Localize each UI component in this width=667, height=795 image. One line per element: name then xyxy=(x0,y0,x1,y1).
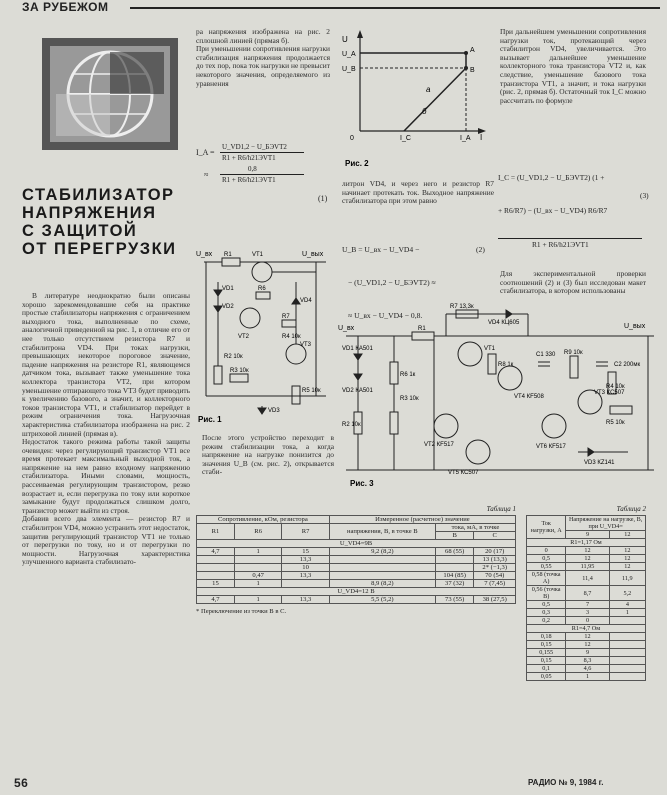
table-cell xyxy=(282,580,329,588)
axis-label-i: I xyxy=(480,133,483,142)
table-row xyxy=(527,601,646,609)
fig3-vt3: VT3 КС507 xyxy=(594,390,625,396)
axis-label-u: U xyxy=(342,35,348,44)
fig3-vd4: VD4 КЦ605 xyxy=(488,320,520,326)
table-cell: 0,15 xyxy=(527,657,566,665)
label-ic: I_C xyxy=(400,135,411,142)
table-cell: 15 xyxy=(282,548,329,556)
table-cell xyxy=(609,617,645,625)
figure-2-caption: Рис. 2 xyxy=(345,159,369,168)
table-row xyxy=(527,665,646,673)
formula-1-lhs: I_A = xyxy=(196,148,217,157)
page-number: 56 xyxy=(14,776,29,790)
table-cell: 0,05 xyxy=(527,673,566,681)
table-cell xyxy=(609,641,645,649)
formula-3-line: + R6/R7) − (U_вх − U_VD4) R6/R7 xyxy=(498,206,608,215)
table-1-header-voltage: напряжения, В, в точке В xyxy=(329,524,435,540)
table-1-header-current: тока, мА, в точке xyxy=(435,524,515,532)
formula-2-line: − (U_VD1,2 − U_БЭVT2) ≈ xyxy=(348,278,436,287)
table-row xyxy=(527,633,646,641)
table-cell: 20 (17) xyxy=(474,548,516,556)
table-cell: 0,47 xyxy=(234,572,281,580)
figure-1-schematic xyxy=(196,246,332,428)
table-1-col: C xyxy=(474,532,516,540)
table-row xyxy=(527,657,646,665)
table-cell: 5,5 (5,2) xyxy=(329,596,435,604)
fig1-vt2: VT2 xyxy=(238,334,250,340)
table-cell xyxy=(435,564,474,572)
table-row xyxy=(527,555,646,563)
table-cell: 0 xyxy=(566,617,609,625)
table-cell: 0,58 (точка A) xyxy=(527,571,566,586)
text-column-4-top: При дальнейшем уменьшении сопротивления нагрузки ток, протекающий через стабилитрон VD4, увеличивается. Это вызывает дальнейшее уменьшение коллекторного тока транзистора VT2 и, как следствие, уменьшение базового тока транзистора VT1, а значит, и тока нагрузки (рис. 2, прямая б). Остаточный ток I_C можно рассчитать по формуле xyxy=(500,28,646,105)
formula-2-line: ≈ U_вх − U_VD4 − 0,8. xyxy=(348,311,423,320)
table-cell xyxy=(329,572,435,580)
fig3-r8: R8 1к xyxy=(498,362,514,368)
table-cell: 70 (54) xyxy=(474,572,516,580)
table-cell: 12 xyxy=(566,555,609,563)
label-origin: 0 xyxy=(350,135,354,142)
table-cell: 1 xyxy=(234,596,281,604)
label-point-a: A xyxy=(470,47,475,54)
table-2-section: R1=1,17 Ом xyxy=(527,539,646,547)
fig1-r3: R3 10к xyxy=(230,368,249,374)
table-cell: 1 xyxy=(234,548,281,556)
formula-1 xyxy=(196,142,336,242)
table-row xyxy=(527,547,646,555)
table-cell: 12 xyxy=(609,547,645,555)
formula-1-num2: 0,8 xyxy=(248,165,257,173)
table-row xyxy=(197,564,516,572)
fig3-r3: R3 10к xyxy=(400,396,419,402)
table-1 xyxy=(196,505,516,615)
fig1-vd2: VD2 xyxy=(222,304,234,310)
table-row xyxy=(197,572,516,580)
table-1-col: B xyxy=(435,532,474,540)
table-cell xyxy=(197,556,235,564)
text-column-2-mid: После этого устройство переходит в режим стабилизации тока, а когда напряжение на нагрузке понизится до значения U_B (см. рис. 2), открывается стаби- xyxy=(202,434,334,477)
table-cell: 4,7 xyxy=(197,596,235,604)
fig3-r1: R1 xyxy=(418,326,426,332)
fig3-r9: R9 10к xyxy=(564,350,583,356)
table-cell: 1 xyxy=(566,673,609,681)
fig1-r1: R1 xyxy=(224,252,232,258)
formula-1-den2: R1 + R6/h21ЭVT1 xyxy=(222,176,276,184)
text-column-1: В литературе неоднократно были описаны хорошо зарекомендовавшие себя на практике простые стабилизаторы напряжения с ограничением выходного тока, выполненные по схеме, аналогичной приведенной на рис. 1, в отличие его от нее только отсутствием резистора R7 и стабилитрона VD4. При токах нагрузки, превышающих некоторое пороговое значение, падение напряжения на резисторе R1, являющемся датчиком тока, вызывает также уменьшение тока коллектора транзистора VT2, при котором уменьшение отпирающего тока VT3 будет приводить к увеличению базового, а значит, и коллекторного токов транзистора VT1, и стабилизатор перейдет в режим ограничения тока. Нагрузочная характеристика стабилизатора изображена на рис. 2 штриховой линией (прямая в). Недостаток такого режима работы такой защиты очевиден: через регулирующий транзистор VT1 все время протекает максимальный выходной ток, а напряжение на нем равно входному напряжению стабилизатора. Иными словами, мощность, рассеиваемая регулирующим транзистором, резко возрастает и, если перегрузка по току или короткое замыкание будут продолжаться слишком долго, транзистор может выйти из строя. Добавив всего два элемента — резистор R7 и стабилитрон VD4, можно устранить этот недостаток, защитив регулирующий транзистор VT1 не только от перегрузки по току, но и от перегрузки по мощности. Нагрузочная характеристика улучшенного варианта стабилизато- xyxy=(22,292,190,567)
formula-2-number: (2) xyxy=(476,245,485,254)
fig1-vd4: VD4 xyxy=(300,298,312,304)
fig3-c1: C1 330 xyxy=(536,352,556,358)
figure-2-diagram xyxy=(340,26,490,176)
fig3-r5: R5 10к xyxy=(606,420,625,426)
table-cell: 12 xyxy=(609,555,645,563)
fig3-r2: R2 10к xyxy=(342,422,361,428)
fig1-uout: U_вых xyxy=(302,251,324,258)
title-line: С ЗАЩИТОЙ xyxy=(22,222,138,240)
table-cell: 12 xyxy=(609,563,645,571)
table-2-header-voltage: Напряжение на нагрузке, В, при U_VD4= xyxy=(566,516,646,531)
table-2-col: 9 xyxy=(566,531,609,539)
formula-2-line: U_B = U_вх − U_VD4 − xyxy=(342,245,420,254)
text-column-3-top: литрон VD4, и через него и резистор R7 начинает протекать ток. Выходное напряжение стабилизатора при этом равно xyxy=(342,180,494,206)
journal-footer: РАДИО № 9, 1984 г. xyxy=(528,778,604,787)
line-label-a: a xyxy=(426,85,431,94)
fig3-uout: U_вых xyxy=(624,323,646,330)
table-2-header-current: Ток нагрузки, А xyxy=(527,516,566,539)
table-row xyxy=(527,586,646,601)
formula-1-approx: ≈ xyxy=(204,170,211,179)
title-line: НАПРЯЖЕНИЯ xyxy=(22,204,157,222)
formula-1-num: U_VD1,2 − U_БЭVT2 xyxy=(222,143,287,151)
text-column-2-top: ра напряжения изображена на рис. 2 сплошной линией (прямая б). При уменьшении сопротивления нагрузки стабилизация напряжения продолжается до тех пор, пока ток нагрузки не превысит некоторого значения, определяемого из уравнения xyxy=(196,28,330,88)
rubric-rule xyxy=(130,7,660,9)
table-cell: 7 (7,45) xyxy=(474,580,516,588)
table-1-header-resistance: Сопротивление, кОм, резистора xyxy=(197,516,330,524)
table-cell: 1 xyxy=(234,580,281,588)
table-cell xyxy=(609,665,645,673)
table-2 xyxy=(526,505,646,681)
table-cell: 10 xyxy=(282,564,329,572)
fig1-r7: R7 xyxy=(282,314,290,320)
table-1-col: R7 xyxy=(282,524,329,540)
table-1-header-measured: Измеренное (расчетное) значение xyxy=(329,516,515,524)
table-row xyxy=(197,596,516,604)
table-cell: 8,7 xyxy=(566,586,609,601)
line-label-b: б xyxy=(422,107,427,116)
table-cell: 0,55 xyxy=(527,563,566,571)
table-2-section: R1=4,7 Ом xyxy=(527,625,646,633)
table-cell: 0,2 xyxy=(527,617,566,625)
table-cell: 0,5 xyxy=(527,555,566,563)
table-1-section: U_VD4=9B xyxy=(197,540,516,548)
fig1-r4: R4 10к xyxy=(282,334,301,340)
figure-1-caption: Рис. 1 xyxy=(198,415,222,424)
table-1-note: * Переключение из точки В в С. xyxy=(196,608,287,615)
fig3-vd3: VD3 КZ141 xyxy=(584,460,615,466)
table-row xyxy=(527,641,646,649)
table-cell: 11,9 xyxy=(609,571,645,586)
table-cell xyxy=(609,673,645,681)
table-cell: 104 (85) xyxy=(435,572,474,580)
table-cell: 13 (13,3) xyxy=(474,556,516,564)
fig3-vt4: VT4 КF508 xyxy=(514,394,544,400)
fig1-vt3: VT3 xyxy=(300,342,312,348)
fig1-r5: R5 10к xyxy=(302,388,321,394)
magazine-logo xyxy=(42,38,178,150)
table-cell: 13,3 xyxy=(282,572,329,580)
table-row xyxy=(527,673,646,681)
table-cell xyxy=(329,556,435,564)
title-line: ОТ ПЕРЕГРУЗКИ xyxy=(22,240,177,258)
table-cell: 9,2 (8,2) xyxy=(329,548,435,556)
formula-1-den: R1 + R6/h21ЭVT1 xyxy=(222,154,276,162)
table-cell: 0 xyxy=(527,547,566,555)
table-cell: 9 xyxy=(566,649,609,657)
table-cell xyxy=(234,556,281,564)
table-cell: 0,5 xyxy=(527,601,566,609)
table-cell: 37 (32) xyxy=(435,580,474,588)
table-2-col: 12 xyxy=(609,531,645,539)
table-cell: 0,15 xyxy=(527,641,566,649)
table-cell: 0,18 xyxy=(527,633,566,641)
fig3-vt1: VT1 xyxy=(484,346,496,352)
label-ub: U_B xyxy=(342,66,356,73)
table-cell: 3 xyxy=(566,609,609,617)
table-1-section: U_VD4=12 B xyxy=(197,588,516,596)
label-ia: I_A xyxy=(460,135,471,142)
fig1-vd1: VD1 xyxy=(222,286,234,292)
fig3-vd2: VD2 КА501 xyxy=(342,388,373,394)
table-cell: 15 xyxy=(197,580,235,588)
table-cell: 0,155 xyxy=(527,649,566,657)
fig1-r2: R2 10к xyxy=(224,354,243,360)
table-row xyxy=(197,580,516,588)
table-cell xyxy=(609,633,645,641)
fig3-c2: C2 200мк xyxy=(614,362,641,368)
table-cell: 5,2 xyxy=(609,586,645,601)
table-cell: 12 xyxy=(566,633,609,641)
table-cell: 11,4 xyxy=(566,571,609,586)
formula-3-den: R1 + R6/h21ЭVT1 xyxy=(498,238,642,250)
title-line: СТАБИЛИЗАТОР xyxy=(22,186,175,204)
table-2-caption: Таблица 2 xyxy=(616,505,646,513)
table-cell: 38 (27,5) xyxy=(474,596,516,604)
table-cell: 4 xyxy=(609,601,645,609)
table-cell: 8,3 xyxy=(566,657,609,665)
fig1-vt1: VT1 xyxy=(252,252,264,258)
fig3-r7: R7 13,3к xyxy=(450,304,474,310)
table-cell: 8,9 (8,2) xyxy=(329,580,435,588)
table-cell: 4,7 xyxy=(197,548,235,556)
table-cell xyxy=(329,564,435,572)
table-cell xyxy=(609,657,645,665)
table-row xyxy=(197,556,516,564)
table-1-caption: Таблица 1 xyxy=(486,505,516,513)
fig3-vt6: VT6 КF517 xyxy=(536,444,566,450)
table-row xyxy=(527,609,646,617)
table-row xyxy=(527,649,646,657)
formula-3-line: I_C = (U_VD1,2 − U_БЭVT2) (1 + xyxy=(498,173,605,182)
table-cell xyxy=(197,564,235,572)
table-row xyxy=(527,571,646,586)
table-cell: 12 xyxy=(566,547,609,555)
table-cell xyxy=(609,649,645,657)
table-cell: 13,3 xyxy=(282,556,329,564)
table-cell: 2* (−1,3) xyxy=(474,564,516,572)
table-cell: 0,56 (точка B) xyxy=(527,586,566,601)
text-column-4-mid: Для экспериментальной проверки соотношений (2) и (3) был исследован макет стабилизатора, в котором использованы xyxy=(500,270,646,296)
fig3-vt5: VT5 КС507 xyxy=(448,470,479,476)
formula-1-number: (1) xyxy=(318,194,328,203)
figure-3-schematic xyxy=(338,302,660,490)
table-cell: 68 (55) xyxy=(435,548,474,556)
rubric-bar xyxy=(0,0,667,14)
article-title xyxy=(22,186,192,258)
formula-3-number: (3) xyxy=(640,191,649,200)
table-cell: 0,3 xyxy=(527,609,566,617)
fig3-vt2: VT2 КF517 xyxy=(424,442,454,448)
table-row xyxy=(197,548,516,556)
table-cell: 1 xyxy=(609,609,645,617)
table-cell: 4,6 xyxy=(566,665,609,673)
table-row xyxy=(527,617,646,625)
fig3-r4: R4 10к xyxy=(606,384,625,390)
fig1-vd3: VD3 xyxy=(268,408,280,414)
table-cell xyxy=(435,556,474,564)
table-cell xyxy=(234,564,281,572)
table-row xyxy=(527,563,646,571)
table-cell: 0,1 xyxy=(527,665,566,673)
table-1-col: R1 xyxy=(197,524,235,540)
rubric-label: ЗА РУБЕЖОМ xyxy=(22,0,109,14)
label-ua: U_A xyxy=(342,51,356,58)
formula-3 xyxy=(498,150,658,272)
fig3-r6: R6 1к xyxy=(400,372,416,378)
table-cell: 7 xyxy=(566,601,609,609)
table-cell xyxy=(197,572,235,580)
table-cell: 73 (55) xyxy=(435,596,474,604)
fig1-r6: R6 xyxy=(258,286,266,292)
fig3-uin: U_вх xyxy=(338,325,355,332)
label-point-b: B xyxy=(470,67,475,74)
figure-3-caption: Рис. 3 xyxy=(350,479,374,488)
table-cell: 13,3 xyxy=(282,596,329,604)
fig3-vd1: VD1 КА501 xyxy=(342,346,373,352)
table-cell: 11,95 xyxy=(566,563,609,571)
table-cell: 12 xyxy=(566,641,609,649)
fig1-uin: U_вх xyxy=(196,251,213,258)
table-1-col: R6 xyxy=(234,524,281,540)
